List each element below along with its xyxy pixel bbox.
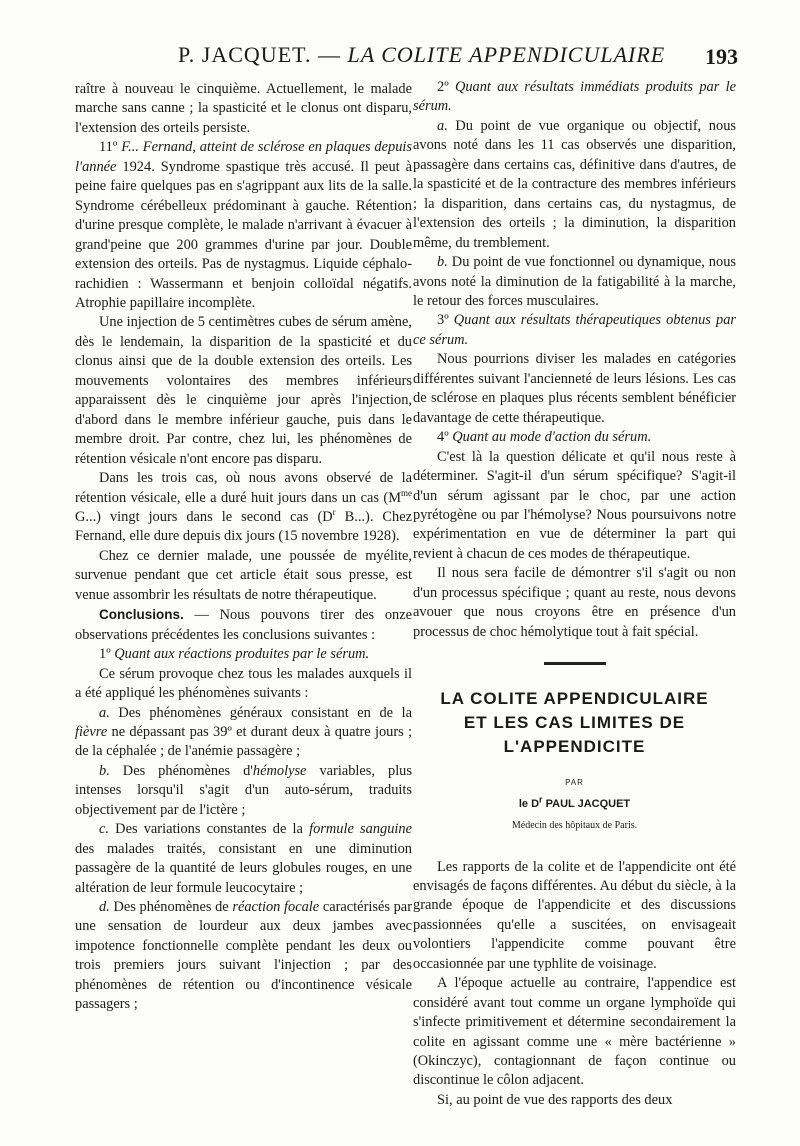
paragraph: Nous pourrions diviser les malades en catégories différentes suivant l'ancienneté de leurs lésions. Les cas de sclérose en plaques plus récents semblent bénéficier davantage de cette thérapeutique. (413, 351, 736, 426)
conclusion-4-heading (413, 428, 736, 447)
article-title-line-2: ET LES CAS LIMITES DE (463, 713, 686, 733)
list-item (75, 820, 412, 898)
text-run: ne dépassant pas 39º et durant deux à quatre jours ; de la céphalée ; de l'anémie passagère ; (75, 723, 412, 760)
text-italic: réaction focale (232, 899, 320, 916)
article-author (413, 795, 736, 814)
observation-number: 11º (99, 139, 122, 156)
header-title: LA COLITE APPENDICULAIRE (347, 42, 666, 67)
observation-11 (75, 138, 412, 313)
conclusion-title: Quant aux réactions produites par le sérum. (114, 646, 370, 663)
text-run: Des phénomènes de (109, 899, 233, 916)
text-run: G...) vingt jours dans le second cas (D (75, 508, 333, 525)
right-column (413, 78, 736, 1110)
conclusion-title: Quant au mode d'action du sérum. (452, 429, 652, 446)
text-italic: fièvre (75, 723, 108, 740)
conclusion-3-heading (413, 311, 736, 350)
paragraph: Une injection de 5 centimètres cubes de sérum amène, dès le lendemain, la disparition de la spasticité et du clonus ainsi que de la double extension des orteils. Les mouvements volontaires des membres inférieurs apparaissent dès le cinquième jour après l'injection, d'abord dans le membre inférieur gauche, puis dans le membre droit. Par contre, chez lui, les phénomènes de rétention vésicale n'ont encore pas disparu. (75, 314, 412, 467)
author-affiliation: Médecin des hôpitaux de Paris. (511, 820, 638, 832)
text-run: Du point de vue fonctionnel ou dynamique, nous avons noté la diminution de la fatigabilité à la marche, le retour des forces musculaires. (413, 254, 736, 309)
conclusions-heading: Conclusions. (99, 607, 184, 623)
text-run: caractérisés par une sensation de lourdeur aux deux jambes avec impotence fonctionnelle complète pendant les deux ou trois premiers jours suivant l'injection ; par des phénomènes de rétention ou d'incontinence vésicale passagers ; (75, 899, 412, 1013)
paragraph: Il nous sera facile de démontrer s'il s'agit ou non d'un processus spécifique ; quant au reste, nous devons avouer que nous croyons être en présence d'un processus de choc hémolytique tout à fait spécial. (413, 565, 736, 640)
paragraph: Chez ce dernier malade, une poussée de myélite, survenue pendant que cet article était sous presse, est venue assombrir les résultats de notre thérapeutique. (75, 547, 412, 603)
paragraph: C'est là la question délicate et qu'il nous reste à déterminer. S'agit-il d'un sérum spécifique? S'agit-il d'un sérum agissant par le choc, par une action pyrétogène ou par l'hémolyse? Nous poursuivons notre expérimentation en vue de déterminer la part qui revient à chacun de ces modes de thérapeutique. (413, 448, 736, 562)
list-item (75, 898, 412, 1015)
conclusion-number: 2º (437, 79, 455, 95)
superscript: r (539, 793, 543, 804)
text-italic: formule sanguine (309, 821, 412, 838)
paragraph: raître à nouveau le cinquième. Actuellement, le malade marche sans canne ; la spasticité et le clonus ont disparu, l'extension des orteils persiste. (75, 81, 412, 136)
left-column (75, 80, 412, 1015)
conclusions-paragraph (75, 605, 412, 645)
paragraph: A l'époque actuelle au contraire, l'appendice est considéré avant tout comme un organe lymphoïde qui s'infecte primitivement et détermine secondairement la colite en agissant comme une « mère bactérienne » (Okinczyc), contagionnant de façon continue ou discontinue le côlon adjacent. (413, 975, 736, 1089)
list-item (413, 117, 736, 253)
item-letter: c. (99, 821, 109, 838)
header-dash: — (317, 42, 341, 67)
item-letter: d. (99, 899, 110, 916)
superscript: me (401, 487, 412, 498)
text-run: Dans les trois cas, où nous avons observé de la rétention vésicale, elle a duré huit jours dans un cas (M (75, 470, 412, 506)
superscript: r (332, 507, 336, 518)
conclusion-title: Quant aux résultats immédiats produits par le sérum. (413, 79, 736, 115)
section-divider (544, 662, 606, 665)
conclusion-number: 4º (437, 429, 453, 446)
conclusion-title: Quant aux résultats thérapeutiques obtenus par ce sérum. (413, 312, 736, 348)
paragraph: Si, au point de vue des rapports des deux (437, 1091, 673, 1108)
conclusion-2-heading (413, 78, 736, 117)
header-author: P. JACQUET. (178, 42, 312, 67)
author-prefix: le D (518, 797, 540, 810)
article-title-line-1: LA COLITE APPENDICULAIRE (440, 689, 709, 709)
paragraph: Ce sérum provoque chez tous les malades auxquels il a été appliqué les phénomènes suivants : (75, 665, 412, 702)
page-number: 193 (705, 44, 738, 69)
item-letter: b. (437, 254, 448, 271)
paragraph (75, 469, 412, 547)
paragraph: Les rapports de la colite et de l'appendicite ont été envisagés de façons différentes. Au début du siècle, à la grande époque de l'appendicite et des discussions passionnées qu'elle a suscitées, on envisageait volontiers l'appendicite comme pouvant être occasionnée par une typhlite de voisinage. (413, 858, 736, 972)
text-run: B...). Chez Fernand, elle dure depuis dix jours (15 novembre 1928). (75, 508, 412, 545)
byline-par: PAR (565, 778, 584, 788)
item-letter: a. (99, 704, 110, 721)
text-run: des malades traités, consistant en une diminution passagère de la quantité de leurs globules rouges, en une altération de leur formule leucocytaire ; (75, 840, 412, 896)
observation-year: 1924. (116, 158, 155, 175)
text-italic: hémolyse (252, 762, 307, 779)
observation-lead: F... Fernand, atteint de sclérose en plaques depuis l'année (75, 139, 412, 175)
text-run: variables, plus intenses lorsqu'il s'agit d'un auto-sérum, traduits objectivement par de l'ictère ; (75, 762, 412, 818)
text-run: Des variations constantes de la (109, 821, 310, 838)
list-item (75, 704, 412, 762)
text-run: Du point de vue organique ou objectif, nous avons noté dans les 11 cas observés une disparition, passagère dans certains cas, définitive dans d'autres, de la spasticité et de la contracture des membres inférieurs ; la disparition, dans certains cas, du nystagmus, de l'extension des orteils ; la diminution, la disparition même, du tremblement. (413, 117, 736, 251)
item-letter: a. (437, 117, 448, 134)
author-name: PAUL JACQUET (542, 797, 631, 810)
list-item (75, 762, 412, 820)
item-letter: b. (99, 762, 110, 779)
list-item (413, 253, 736, 311)
conclusion-number: 1º (99, 646, 115, 663)
text-run: Des phénomènes d' (109, 762, 253, 779)
conclusion-1-heading (75, 645, 412, 664)
conclusion-number: 3º (437, 312, 454, 329)
article-title-line-3: L'APPENDICITE (503, 737, 646, 757)
running-header (0, 40, 800, 80)
observation-body: Syndrome spastique très accusé. Il peut à peine faire quelques pas en s'agrippant aux lits de la salle. Syndrome cérébelleux prédominant à gauche. Rétention d'urine presque complète, le malade n'arrivant à évacuer à grand'peine que 200 grammes d'urine par jour. Double extension des orteils. Pas de nystagmus. Liquide céphalo-rachidien : Wassermann et benjoin colloïdal négatifs. Atrophie papillaire incomplète. (75, 158, 412, 311)
text-run: Des phénomènes généraux consistant en de la (109, 704, 412, 721)
running-title (178, 42, 665, 68)
text-run: — Nous pouvons tirer des onze observations précédentes les conclusions suivantes : (75, 607, 412, 643)
